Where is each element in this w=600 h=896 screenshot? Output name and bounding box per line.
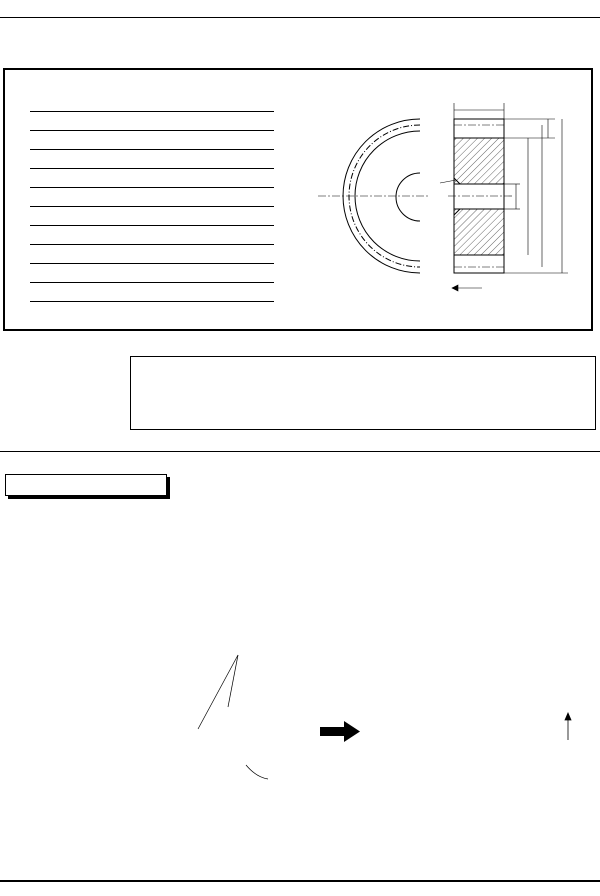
spec-value <box>150 283 274 302</box>
spec-head-value <box>150 93 274 112</box>
spec-value <box>150 131 274 150</box>
gear-illustrations <box>0 615 600 855</box>
table-row <box>30 150 274 169</box>
spec-name <box>30 283 150 302</box>
spec-value <box>150 226 274 245</box>
header-rule <box>0 17 600 18</box>
spec-value <box>150 207 274 226</box>
spec-name <box>30 226 150 245</box>
table-row <box>30 226 274 245</box>
spec-name <box>30 131 150 150</box>
table-row <box>30 264 274 283</box>
spec-value <box>150 112 274 131</box>
legend-box <box>130 356 596 430</box>
side-section <box>448 119 512 273</box>
z-axis-arrow-icon <box>565 713 571 740</box>
spec-value <box>150 169 274 188</box>
table-row <box>30 245 274 264</box>
table-row <box>30 207 274 226</box>
table-row <box>30 131 274 150</box>
legend-row <box>139 379 380 392</box>
spec-table <box>30 93 274 302</box>
legend-row <box>139 411 380 424</box>
helper-lines <box>198 655 268 779</box>
table-row <box>30 169 274 188</box>
table-row <box>30 188 274 207</box>
table-row <box>30 283 274 302</box>
front-view <box>318 119 428 273</box>
section-divider <box>0 451 600 452</box>
answer-date-box <box>5 474 167 496</box>
legend-row <box>139 395 380 408</box>
table-row <box>30 112 274 131</box>
spec-name <box>30 264 150 283</box>
spec-name <box>30 169 150 188</box>
gear-technical-drawing <box>290 85 590 300</box>
spec-head-name <box>30 93 150 112</box>
spec-name <box>30 150 150 169</box>
spec-value <box>150 150 274 169</box>
legend-row <box>139 363 380 376</box>
spec-value <box>150 188 274 207</box>
spec-value <box>150 264 274 283</box>
bottom-rule <box>0 880 600 882</box>
arrow-icon <box>320 721 360 742</box>
spec-value <box>150 245 274 264</box>
spec-table-header <box>30 93 274 112</box>
spec-name <box>30 112 150 131</box>
spec-name <box>30 207 150 226</box>
spec-name <box>30 188 150 207</box>
spec-name <box>30 245 150 264</box>
